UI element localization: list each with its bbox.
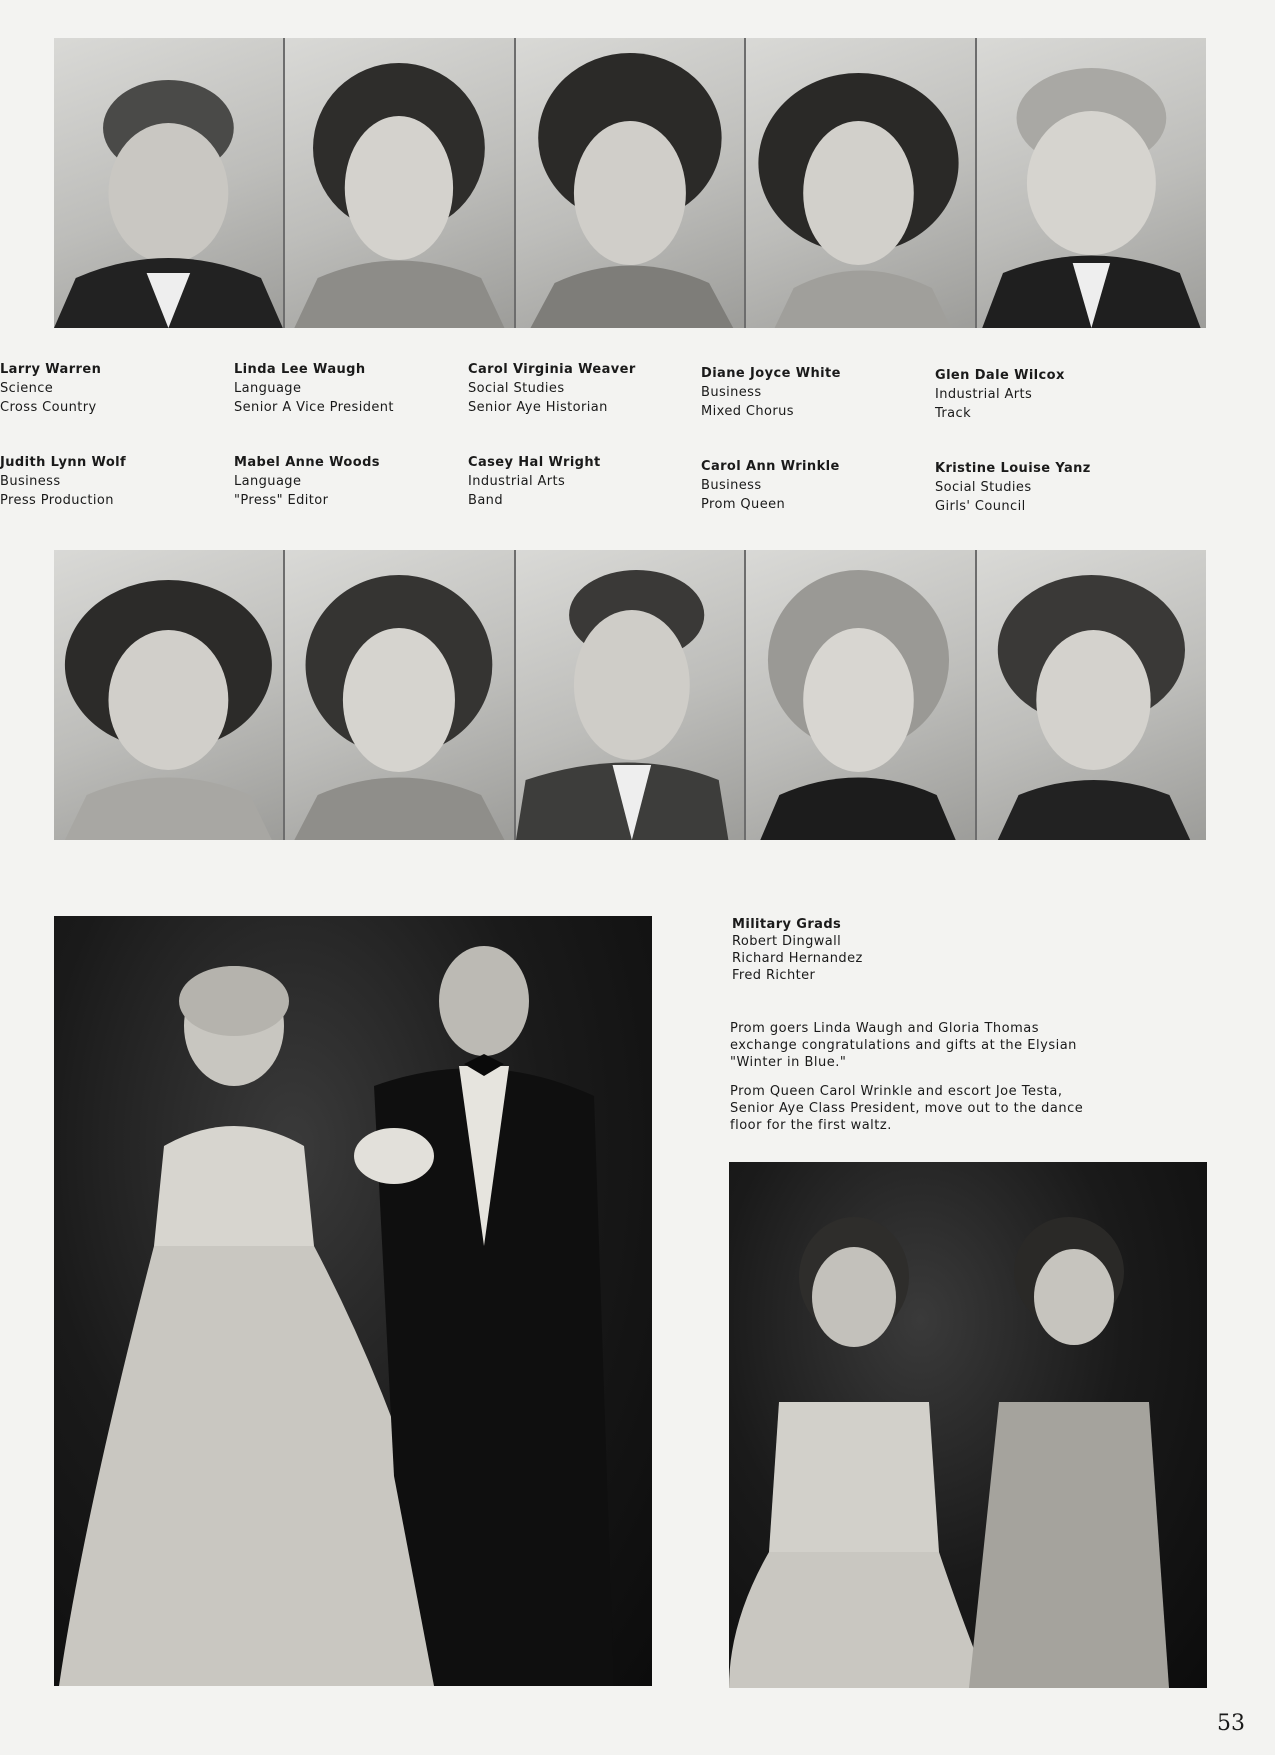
student-major: Language <box>234 474 302 489</box>
student-major: Social Studies <box>468 381 565 396</box>
portrait-photo <box>746 38 977 328</box>
student-activity: Press Production <box>0 493 114 508</box>
military-heading: Military Grads <box>732 917 842 932</box>
portrait-photo <box>285 550 516 840</box>
caption-row-top <box>0 360 1180 430</box>
page-number: 53 <box>1217 1711 1245 1736</box>
student-name: Carol Virginia Weaver <box>468 362 636 377</box>
portrait-photo <box>516 550 747 840</box>
student-caption <box>935 459 1155 516</box>
prom-queen-caption: Prom Queen Carol Wrinkle and escort Joe Testa, Senior Aye Class President, move out to the dance floor for the first waltz. <box>730 1084 1084 1133</box>
prom-goers-photo <box>729 1162 1207 1688</box>
student-name: Carol Ann Wrinkle <box>701 459 840 474</box>
student-name: Judith Lynn Wolf <box>0 455 127 470</box>
student-caption <box>234 453 454 510</box>
student-caption <box>0 453 220 510</box>
student-caption <box>468 453 688 510</box>
student-name: Casey Hal Wright <box>468 455 601 470</box>
prom-goers-caption: Prom goers Linda Waugh and Gloria Thomas exchange congratulations and gifts at the Elysian "Winter in Blue." <box>730 1021 1077 1070</box>
portrait-photo <box>54 38 285 328</box>
student-activity: Cross Country <box>0 400 97 415</box>
student-activity: Girls' Council <box>935 499 1026 514</box>
student-activity: Band <box>468 493 503 508</box>
student-major: Social Studies <box>935 480 1032 495</box>
portrait-photo <box>285 38 516 328</box>
student-name: Linda Lee Waugh <box>234 362 366 377</box>
student-major: Business <box>701 385 762 400</box>
student-major: Science <box>0 381 54 396</box>
military-grads <box>732 916 863 984</box>
portrait-row-top <box>54 38 1206 328</box>
prom-queen-photo <box>54 916 652 1686</box>
portrait-photo <box>516 38 747 328</box>
student-name: Mabel Anne Woods <box>234 455 380 470</box>
portrait-photo <box>977 38 1206 328</box>
student-caption <box>935 366 1155 423</box>
student-caption <box>234 360 454 417</box>
student-major: Industrial Arts <box>468 474 566 489</box>
military-name: Richard Hernandez <box>732 951 863 966</box>
student-major: Language <box>234 381 302 396</box>
portrait-photo <box>746 550 977 840</box>
military-name: Robert Dingwall <box>732 934 842 949</box>
student-name: Glen Dale Wilcox <box>935 368 1065 383</box>
student-major: Business <box>701 478 762 493</box>
student-activity: Mixed Chorus <box>701 404 794 419</box>
student-caption <box>701 364 921 421</box>
portrait-photo <box>54 550 285 840</box>
student-activity: Senior Aye Historian <box>468 400 608 415</box>
student-caption <box>468 360 688 417</box>
student-activity: "Press" Editor <box>234 493 329 508</box>
student-name: Diane Joyce White <box>701 366 841 381</box>
portrait-row-bottom <box>54 550 1206 840</box>
student-name: Kristine Louise Yanz <box>935 461 1091 476</box>
portrait-photo <box>977 550 1206 840</box>
student-name: Larry Warren <box>0 362 102 377</box>
student-activity: Senior A Vice President <box>234 400 394 415</box>
student-major: Business <box>0 474 61 489</box>
student-caption <box>701 457 921 514</box>
student-activity: Prom Queen <box>701 497 786 512</box>
student-major: Industrial Arts <box>935 387 1033 402</box>
caption-row-bottom <box>0 453 1180 523</box>
military-name: Fred Richter <box>732 968 816 983</box>
student-caption <box>0 360 220 417</box>
student-activity: Track <box>935 406 972 421</box>
